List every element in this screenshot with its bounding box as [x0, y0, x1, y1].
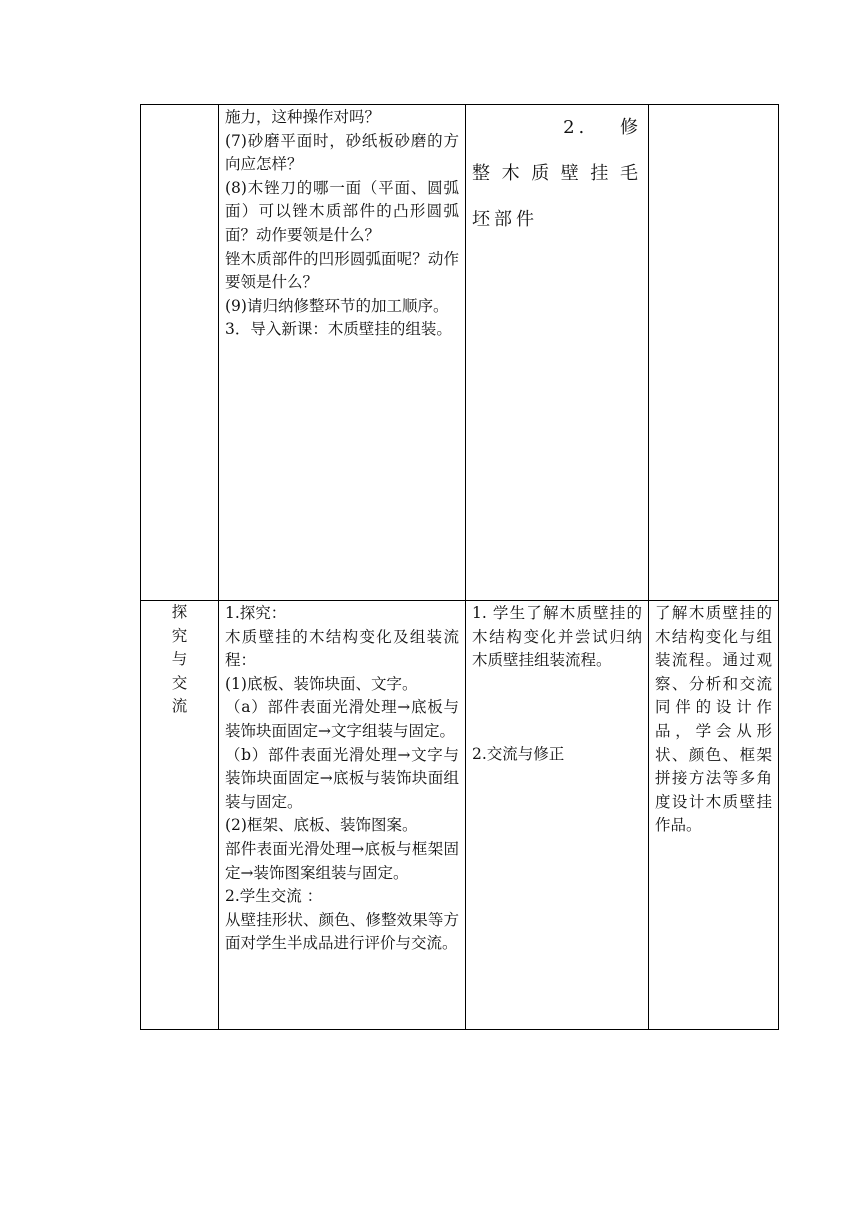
teacher-line: (8)木锉刀的哪一面（平面、圆弧面）可以锉木质部件的凸形圆弧面？动作要领是什么？ [225, 178, 459, 244]
teacher-line: (1)底板、装饰块面、文字。 [225, 674, 418, 693]
student-activity-cell [466, 601, 649, 1030]
section-cell-empty [141, 105, 219, 601]
teacher-line: (7)砂磨平面时，砂纸板砂磨的方向应怎样？ [225, 131, 459, 174]
table-row [141, 601, 779, 1030]
teacher-line: 施力，这种操作对吗？ [225, 108, 381, 126]
lesson-plan-table [140, 104, 779, 1030]
teacher-line: 锉木质部件的凹形圆弧面呢？动作要领是什么？ [225, 249, 459, 292]
design-intent-text: 了解木质壁挂的木结构变化与组装流程。通过观察、分析和交流同伴的设计作品，学会从形状、颜色、框架拼接方法等多角度设计木质壁挂作品。 [655, 604, 772, 835]
student-line: 2.交流与修正 [472, 744, 565, 763]
section-label-char: 与 [171, 650, 188, 669]
teacher-line: 木质壁挂的木结构变化及组装流程： [225, 627, 459, 670]
heading-line: 坯部件 [472, 209, 538, 230]
section-label-char: 流 [171, 697, 188, 716]
student-line: 1. 学生了解木质壁挂的木结构变化并尝试归纳木质壁挂组装流程。 [472, 604, 642, 670]
teacher-line: 3．导入新课：木质壁挂的组装。 [225, 320, 452, 339]
teacher-line: (9)请归纳修整环节的加工顺序。 [225, 296, 449, 315]
teacher-line: 2.学生交流 ： [225, 887, 323, 906]
intent-cell-empty [649, 105, 779, 601]
section-label-char: 交 [171, 673, 188, 692]
teacher-line: (2)框架、底板、装饰图案。 [225, 816, 418, 835]
heading-line: 整木质壁挂毛 [472, 163, 642, 184]
teacher-line: 从壁挂形状、颜色、修整效果等方面对学生半成品进行评价与交流。 [225, 910, 459, 953]
section-label-cell [141, 601, 219, 1030]
spacer [472, 673, 642, 743]
teacher-activity-cell [219, 601, 466, 1030]
table-row [141, 105, 779, 601]
student-activity-cell [466, 105, 649, 601]
student-activity-heading [472, 105, 642, 245]
section-label-char: 究 [171, 626, 188, 645]
teacher-line: （a）部件表面光滑处理→底板与装饰块面固定→文字组装与固定。 [225, 698, 459, 740]
design-intent-cell [649, 601, 779, 1030]
teacher-activity-cell [219, 105, 466, 601]
heading-line: 2. 修 [563, 117, 642, 138]
teacher-line: 1.探究： [225, 604, 287, 622]
section-label-char: 探 [171, 603, 188, 621]
teacher-line: （b）部件表面光滑处理→文字与装饰块面固定→底板与装饰块面组装与固定。 [225, 745, 459, 811]
teacher-line: 部件表面光滑处理→底板与框架固定→装饰图案组装与固定。 [225, 839, 459, 882]
